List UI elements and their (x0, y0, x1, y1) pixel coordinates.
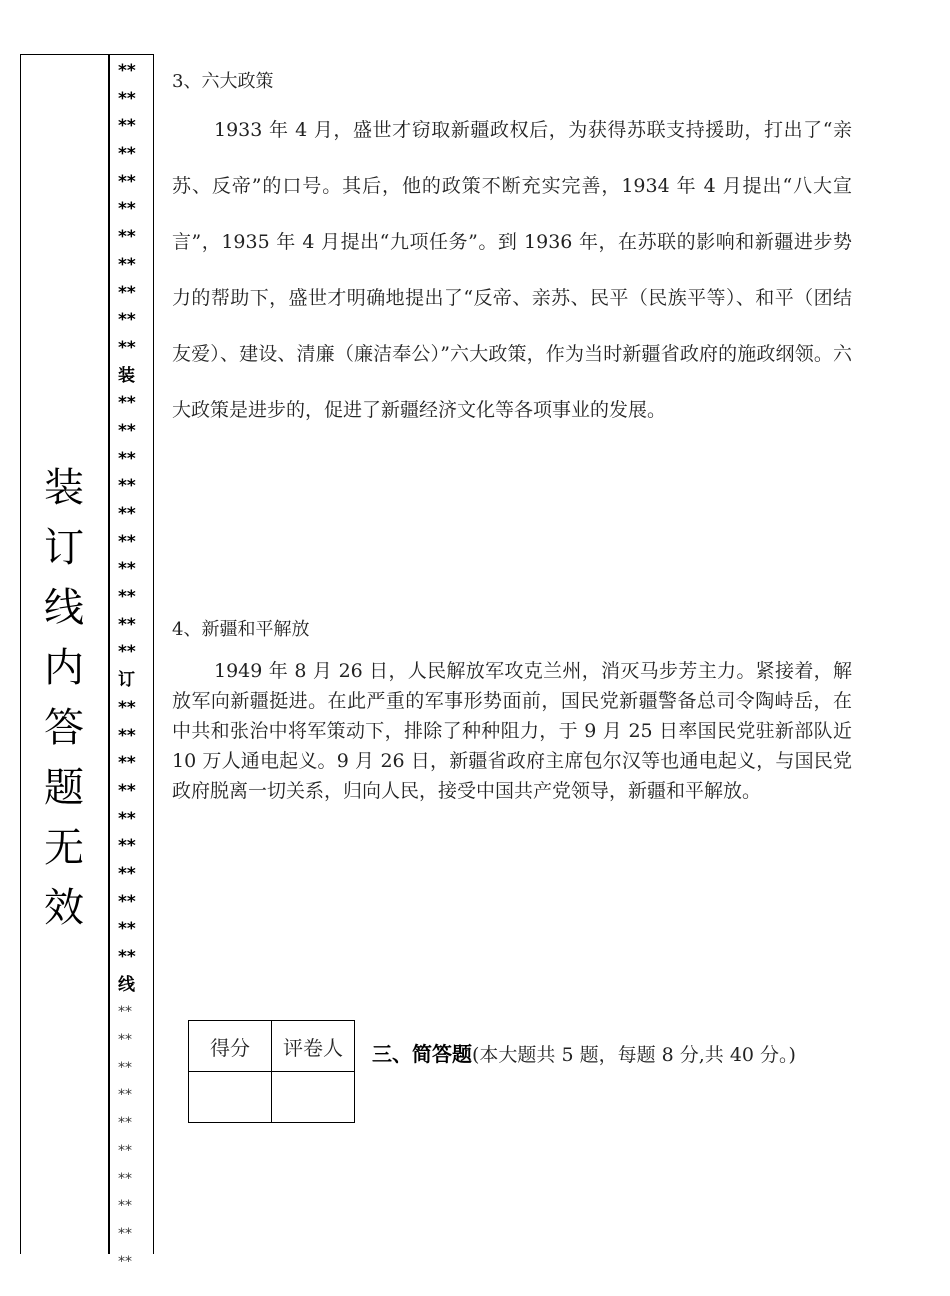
section-4-heading: 4、新疆和平解放 (172, 619, 310, 640)
star-mark: ** (118, 836, 136, 857)
section-4-body: 1949 年 8 月 26 日，人民解放军攻克兰州，消灭马步芳主力。紧接着，解放军向新疆挺进。在此严重的军事形势面前，国民党新疆警备总司令陶峙岳，在中共和张治中将军策动下，排除了种种阻力，于 9 月 25 日率国民党驻新部队近 10 万人通电起义。9 月 26 日，新疆省政府主席包尔汉等也通电起义，与国民党政府脱离一切关系，归向人民，接受中国共产党领导，新疆和平解放。 (172, 660, 852, 802)
warning-char: 装 (44, 465, 84, 511)
warning-char: 内 (44, 645, 84, 691)
score-table (188, 1020, 355, 1123)
star-mark: ** (118, 227, 136, 248)
star-mark: ** (118, 1059, 132, 1076)
star-mark: ** (118, 1087, 132, 1104)
section-three-title (372, 1038, 796, 1067)
star-mark: ** (118, 116, 136, 137)
star-mark: ** (118, 1142, 132, 1159)
star-mark: 线 (118, 974, 135, 995)
star-mark: ** (118, 614, 136, 635)
warning-char: 订 (44, 525, 84, 571)
star-mark: ** (118, 254, 136, 275)
star-mark: ** (118, 725, 136, 746)
section-3 (172, 62, 852, 438)
star-mark: ** (118, 282, 136, 303)
star-mark: ** (118, 393, 136, 414)
warning-char: 答 (44, 705, 84, 751)
star-mark: ** (118, 310, 136, 331)
star-mark: ** (118, 559, 136, 580)
star-mark: ** (118, 808, 136, 829)
star-mark: ** (118, 1253, 132, 1270)
star-mark: ** (118, 1198, 132, 1215)
star-mark: ** (118, 642, 136, 663)
star-mark: ** (118, 697, 136, 718)
star-mark: ** (118, 891, 136, 912)
star-mark: ** (118, 753, 136, 774)
star-mark: 装 (118, 365, 135, 386)
star-mark: ** (118, 1032, 132, 1049)
star-mark: ** (118, 947, 136, 967)
star-mark: ** (118, 171, 136, 192)
star-mark: ** (118, 88, 136, 109)
warning-char: 无 (44, 825, 84, 871)
star-mark: ** (118, 1004, 132, 1021)
star-mark: ** (118, 420, 136, 441)
star-mark: ** (118, 1170, 132, 1187)
section-3-body: 1933 年 4 月，盛世才窃取新疆政权后，为获得苏联支持援助，打出了“亲苏、反帝”的口号。其后，他的政策不断充实完善，1934 年 4 月提出“八大宣言”，1935 年 4 月提出“九项任务”。到 1936 年，在苏联的影响和新疆进步势力的帮助下，盛世才明确地提出了“反帝、亲苏、民平（民族平等）、和平（团结友爱）、建设、清廉（廉洁奉公）”六大政策，作为当时新疆省政府的施政纲领。六大政策是进步的，促进了新疆经济文化等各项事业的发展。 (172, 119, 852, 421)
star-mark: ** (118, 863, 136, 884)
star-mark: ** (118, 199, 136, 220)
section-3-heading: 3、六大政策 (172, 71, 274, 92)
grader-cell[interactable] (272, 1072, 355, 1123)
binding-warning (34, 458, 94, 938)
star-mark: ** (118, 448, 136, 469)
star-mark: ** (118, 1225, 132, 1242)
score-header: 得分 (189, 1021, 272, 1072)
star-mark: ** (118, 337, 136, 358)
binding-star-column (110, 58, 152, 1276)
star-mark: ** (118, 780, 136, 801)
star-mark: ** (118, 587, 136, 608)
score-cell[interactable] (189, 1072, 272, 1123)
star-mark: ** (118, 144, 136, 165)
star-mark: ** (118, 1115, 132, 1132)
grader-header: 评卷人 (272, 1021, 355, 1072)
star-mark: ** (118, 476, 136, 497)
warning-char: 题 (44, 765, 84, 811)
section-three-note: (本大题共 5 题，每题 8 分,共 40 分。) (472, 1044, 796, 1066)
warning-char: 效 (44, 885, 84, 931)
star-mark: 订 (118, 670, 135, 691)
star-mark: ** (118, 504, 136, 524)
star-mark: ** (118, 919, 136, 940)
star-mark: ** (118, 61, 136, 81)
warning-char: 线 (44, 585, 84, 631)
section-three-label: 三、简答题 (372, 1042, 472, 1066)
star-mark: ** (118, 531, 136, 552)
